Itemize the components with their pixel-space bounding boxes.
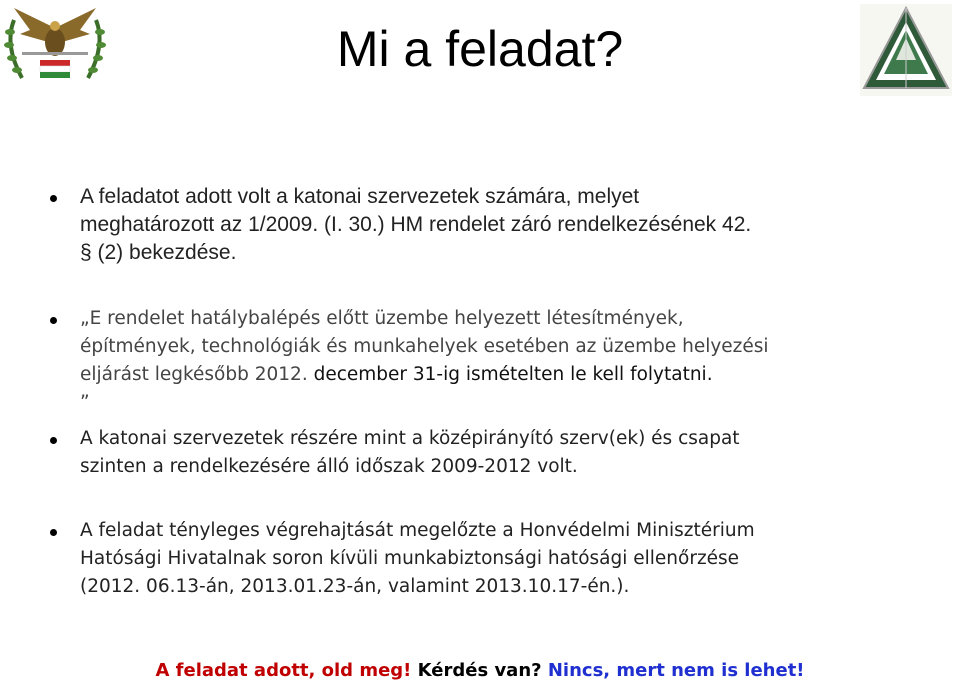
footer-part-blue: Nincs, mert nem is lehet!	[541, 660, 805, 681]
bullet-text: „E rendelet hatálybalépés előtt üzembe helyezett létesítmények, építmények, technológiák és munkahelyek esetében az üzembe helyezési eljárást legkésőbb 2012. december 31-ig ismételten le kell folytatni. ”	[80, 308, 769, 413]
page-title: Mi a feladat?	[336, 21, 624, 77]
bullet-text: A feladat tényleges végrehajtását megelőzte a Honvédelmi Minisztérium Hatósági Hivatalnak soron kívüli munkabiztonsági hatósági ellenőrzése (2012. 06.13-án, 2013.01.23-án, valamint 2013.10.17-én.).	[80, 520, 755, 597]
bullet-text: A feladatot adott volt a katonai szervezetek számára, melyet meghatározott az 1/2009. (I. 30.) HM rendelet záró rendelkezésének 42. § (2) bekezdése.	[80, 185, 752, 264]
footer-part-black: Kérdés van?	[411, 660, 542, 681]
bullet-dot	[50, 195, 57, 202]
footer-part-red: A feladat adott, old meg!	[155, 660, 412, 681]
bullet-dot	[50, 437, 57, 444]
footer-message	[0, 660, 960, 681]
bullet-dot	[50, 317, 57, 324]
bullet-text: A katonai szervezetek részére mint a középirányító szerv(ek) és csapat szinten a rendelkezésére álló időszak 2009-2012 volt.	[80, 428, 740, 477]
bullet-dot	[50, 529, 57, 536]
